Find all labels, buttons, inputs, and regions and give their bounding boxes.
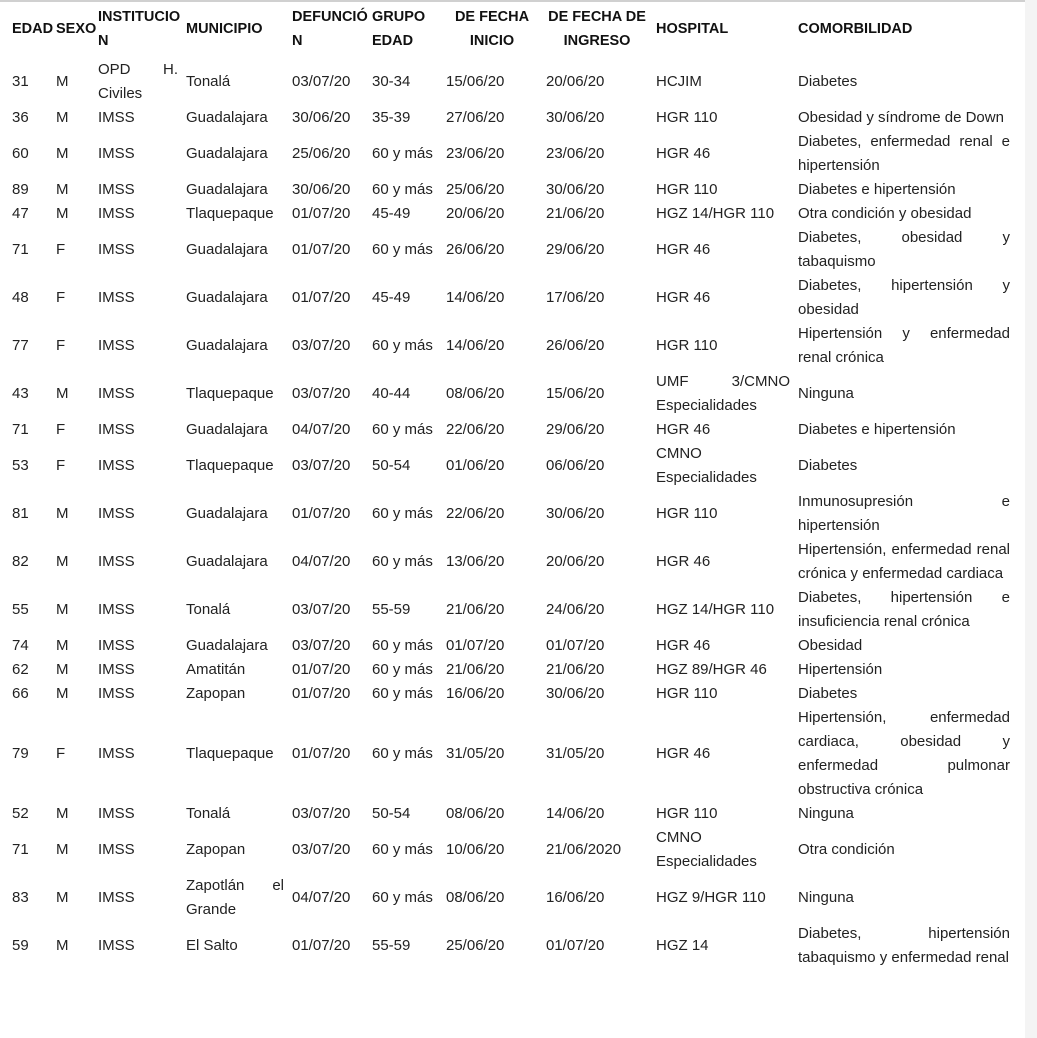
table-header-row: [8, 0, 1014, 58]
table-row: [8, 802, 1014, 826]
edad-cell: 52: [12, 805, 29, 822]
sexo-cell: F: [56, 241, 66, 258]
hospital-cell: HGR 110: [656, 505, 718, 522]
fecha-ingreso-cell: 30/06/20: [546, 685, 605, 702]
edad-cell: 71: [12, 421, 29, 438]
table-row: [8, 418, 1014, 442]
comorbilidad-cell: Ninguna: [798, 889, 854, 906]
col-header-inicio-line1: DE FECHA: [454, 9, 530, 25]
sexo-cell: M: [56, 805, 69, 822]
fecha-inicio-cell: 23/06/20: [446, 145, 505, 162]
sexo-cell: M: [56, 637, 69, 654]
sexo-cell: F: [56, 421, 66, 438]
comorbilidad-cell: Diabetes, hipertensión e insuficiencia renal crónica: [798, 589, 1010, 630]
defuncion-cell: 04/07/20: [292, 421, 351, 438]
fecha-inicio-cell: 16/06/20: [446, 685, 505, 702]
municipio-cell: Guadalajara: [186, 553, 268, 570]
municipio-cell: Guadalajara: [186, 241, 268, 258]
fecha-inicio-cell: 20/06/20: [446, 205, 505, 222]
edad-cell: 62: [12, 661, 29, 678]
fecha-ingreso-cell: 23/06/20: [546, 145, 605, 162]
comorbilidad-cell: Otra condición: [798, 841, 895, 858]
grupo-edad-cell: 60 y más: [372, 337, 433, 354]
grupo-edad-cell: 45-49: [372, 205, 411, 222]
grupo-edad-cell: 60 y más: [372, 685, 433, 702]
institucion-cell: IMSS: [98, 637, 135, 654]
defuncion-cell: 30/06/20: [292, 109, 351, 126]
comorbilidad-cell: Obesidad: [798, 637, 863, 654]
institucion-cell: IMSS: [98, 505, 135, 522]
grupo-edad-cell: 45-49: [372, 289, 411, 306]
municipio-cell: Zapopan: [186, 685, 246, 702]
fecha-inicio-cell: 25/06/20: [446, 181, 505, 198]
grupo-edad-cell: 60 y más: [372, 553, 433, 570]
defuncion-cell: 01/07/20: [292, 241, 351, 258]
col-header-fecha-inicio: [442, 0, 542, 58]
grupo-edad-cell: 55-59: [372, 601, 411, 618]
defuncion-cell: 03/07/20: [292, 805, 351, 822]
fecha-ingreso-cell: 26/06/20: [546, 337, 605, 354]
grupo-edad-cell: 60 y más: [372, 841, 433, 858]
scrollbar-track[interactable]: [1025, 0, 1037, 1038]
municipio-cell: Zapopan: [186, 841, 246, 858]
grupo-edad-cell: 60 y más: [372, 241, 433, 258]
fecha-inicio-cell: 31/05/20: [446, 745, 505, 762]
sexo-cell: M: [56, 685, 69, 702]
fecha-inicio-cell: 14/06/20: [446, 289, 505, 306]
table-row: [8, 706, 1014, 802]
fecha-ingreso-cell: 21/06/2020: [546, 841, 622, 858]
table-row: [8, 634, 1014, 658]
municipio-cell: Tonalá: [186, 73, 231, 90]
col-header-municipio: MUNICIPIO: [186, 21, 263, 37]
defuncion-cell: 01/07/20: [292, 205, 351, 222]
municipio-cell: Amatitán: [186, 661, 246, 678]
municipio-cell: Guadalajara: [186, 289, 268, 306]
sexo-cell: M: [56, 661, 69, 678]
institucion-cell: IMSS: [98, 553, 135, 570]
table-row: [8, 370, 1014, 418]
hospital-cell: UMF 3/CMNO Especialidades: [656, 373, 790, 414]
table-row: [8, 682, 1014, 706]
grupo-edad-cell: 60 y más: [372, 889, 433, 906]
defuncion-cell: 03/07/20: [292, 385, 351, 402]
grupo-edad-cell: 55-59: [372, 937, 411, 954]
institucion-cell: IMSS: [98, 661, 135, 678]
institucion-cell: IMSS: [98, 109, 135, 126]
fecha-ingreso-cell: 20/06/20: [546, 73, 605, 90]
fecha-ingreso-cell: 17/06/20: [546, 289, 605, 306]
col-header-defuncion-line1: DEFUNCIÓ: [292, 9, 368, 25]
defuncion-cell: 01/07/20: [292, 937, 351, 954]
comorbilidad-cell: Diabetes: [798, 685, 858, 702]
municipio-cell: Zapotlán el Grande: [186, 877, 284, 918]
sexo-cell: M: [56, 937, 69, 954]
hospital-cell: HGZ 14/HGR 110: [656, 205, 775, 222]
edad-cell: 66: [12, 685, 29, 702]
institucion-cell: IMSS: [98, 937, 135, 954]
edad-cell: 31: [12, 73, 29, 90]
institucion-cell: IMSS: [98, 745, 135, 762]
hospital-cell: HGR 110: [656, 805, 718, 822]
hospital-cell: HGZ 14/HGR 110: [656, 601, 775, 618]
municipio-cell: Guadalajara: [186, 109, 268, 126]
col-header-ingreso-line1: DE FECHA DE: [548, 9, 646, 25]
defuncion-cell: 03/07/20: [292, 337, 351, 354]
fecha-ingreso-cell: 24/06/20: [546, 601, 605, 618]
sexo-cell: M: [56, 601, 69, 618]
institucion-cell: IMSS: [98, 805, 135, 822]
institucion-cell: IMSS: [98, 457, 135, 474]
grupo-edad-cell: 35-39: [372, 109, 411, 126]
fecha-inicio-cell: 22/06/20: [446, 421, 505, 438]
fecha-inicio-cell: 26/06/20: [446, 241, 505, 258]
municipio-cell: Tonalá: [186, 805, 231, 822]
edad-cell: 59: [12, 937, 29, 954]
defuncion-cell: 03/07/20: [292, 73, 351, 90]
fecha-inicio-cell: 27/06/20: [446, 109, 505, 126]
fecha-inicio-cell: 25/06/20: [446, 937, 505, 954]
col-header-ingreso-line2: INGRESO: [563, 33, 631, 49]
fecha-ingreso-cell: 30/06/20: [546, 181, 605, 198]
institucion-cell: IMSS: [98, 205, 135, 222]
defuncion-cell: 04/07/20: [292, 889, 351, 906]
institucion-cell: IMSS: [98, 421, 135, 438]
grupo-edad-cell: 60 y más: [372, 661, 433, 678]
sexo-cell: M: [56, 73, 69, 90]
hospital-cell: HGR 110: [656, 181, 718, 198]
hospital-cell: HGR 110: [656, 685, 718, 702]
fecha-ingreso-cell: 06/06/20: [546, 457, 605, 474]
fecha-inicio-cell: 08/06/20: [446, 805, 505, 822]
comorbilidad-cell: Diabetes: [798, 73, 858, 90]
defuncion-cell: 01/07/20: [292, 661, 351, 678]
grupo-edad-cell: 60 y más: [372, 181, 433, 198]
col-header-grupo-edad: [368, 0, 442, 58]
comorbilidad-cell: Hipertensión, enfermedad cardiaca, obesidad y enfermedad pulmonar obstructiva crónica: [798, 709, 1010, 798]
municipio-cell: Guadalajara: [186, 337, 268, 354]
fecha-ingreso-cell: 15/06/20: [546, 385, 605, 402]
fecha-inicio-cell: 21/06/20: [446, 601, 505, 618]
defunciones-table: [8, 0, 1014, 970]
comorbilidad-cell: Diabetes e hipertensión: [798, 181, 956, 198]
comorbilidad-cell: Hipertensión: [798, 661, 883, 678]
edad-cell: 71: [12, 841, 29, 858]
institucion-cell: IMSS: [98, 241, 135, 258]
table-row: [8, 178, 1014, 202]
sexo-cell: M: [56, 385, 69, 402]
grupo-edad-cell: 60 y más: [372, 505, 433, 522]
col-header-defuncion-line2: N: [292, 33, 303, 49]
comorbilidad-cell: Diabetes e hipertensión: [798, 421, 956, 438]
institucion-cell: IMSS: [98, 841, 135, 858]
col-header-institucion-line1: INSTITUCIO: [98, 9, 181, 25]
fecha-inicio-cell: 08/06/20: [446, 385, 505, 402]
col-header-grupo-line2: EDAD: [372, 33, 414, 49]
grupo-edad-cell: 50-54: [372, 805, 411, 822]
edad-cell: 60: [12, 145, 29, 162]
grupo-edad-cell: 60 y más: [372, 145, 433, 162]
defuncion-cell: 01/07/20: [292, 685, 351, 702]
sexo-cell: M: [56, 505, 69, 522]
institucion-cell: IMSS: [98, 337, 135, 354]
comorbilidad-cell: Diabetes, hipertensión tabaquismo y enfermedad renal: [798, 925, 1010, 966]
defuncion-cell: 03/07/20: [292, 601, 351, 618]
fecha-ingreso-cell: 31/05/20: [546, 745, 605, 762]
col-header-institucion: [94, 0, 182, 58]
comorbilidad-cell: Diabetes, obesidad y tabaquismo: [798, 229, 1010, 270]
col-header-inicio-line2: INICIO: [469, 33, 515, 49]
edad-cell: 55: [12, 601, 29, 618]
col-header-hospital: HOSPITAL: [656, 21, 729, 37]
fecha-inicio-cell: 22/06/20: [446, 505, 505, 522]
comorbilidad-cell: Diabetes, enfermedad renal e hipertensión: [798, 133, 1010, 174]
edad-cell: 53: [12, 457, 29, 474]
table-row: [8, 322, 1014, 370]
fecha-ingreso-cell: 29/06/20: [546, 421, 605, 438]
hospital-cell: HGZ 9/HGR 110: [656, 889, 766, 906]
sexo-cell: F: [56, 745, 66, 762]
grupo-edad-cell: 40-44: [372, 385, 411, 402]
edad-cell: 48: [12, 289, 29, 306]
sexo-cell: M: [56, 841, 69, 858]
col-header-fecha-ingreso: [542, 0, 652, 58]
institucion-cell: IMSS: [98, 181, 135, 198]
table-row: [8, 826, 1014, 874]
fecha-inicio-cell: 01/06/20: [446, 457, 505, 474]
defuncion-cell: 01/07/20: [292, 505, 351, 522]
col-header-sexo: SEXO: [56, 21, 97, 37]
grupo-edad-cell: 60 y más: [372, 421, 433, 438]
municipio-cell: Tlaquepaque: [186, 457, 274, 474]
fecha-ingreso-cell: 14/06/20: [546, 805, 605, 822]
comorbilidad-cell: Diabetes, hipertensión y obesidad: [798, 277, 1010, 318]
table-row: [8, 202, 1014, 226]
municipio-cell: Guadalajara: [186, 637, 268, 654]
fecha-ingreso-cell: 29/06/20: [546, 241, 605, 258]
fecha-ingreso-cell: 21/06/20: [546, 661, 605, 678]
fecha-ingreso-cell: 30/06/20: [546, 505, 605, 522]
edad-cell: 47: [12, 205, 29, 222]
hospital-cell: HGR 46: [656, 421, 711, 438]
sexo-cell: M: [56, 205, 69, 222]
hospital-cell: HGR 46: [656, 637, 711, 654]
fecha-ingreso-cell: 30/06/20: [546, 109, 605, 126]
hospital-cell: CMNO Especialidades: [656, 829, 757, 870]
sexo-cell: M: [56, 145, 69, 162]
table-row: [8, 538, 1014, 586]
table-row: [8, 922, 1014, 970]
institucion-cell: IMSS: [98, 145, 135, 162]
sexo-cell: F: [56, 289, 66, 306]
hospital-cell: CMNO Especialidades: [656, 445, 757, 486]
institucion-cell: IMSS: [98, 685, 135, 702]
fecha-inicio-cell: 10/06/20: [446, 841, 505, 858]
hospital-cell: HGR 46: [656, 553, 711, 570]
sexo-cell: M: [56, 109, 69, 126]
municipio-cell: Tlaquepaque: [186, 205, 274, 222]
fecha-inicio-cell: 13/06/20: [446, 553, 505, 570]
table-row: [8, 226, 1014, 274]
grupo-edad-cell: 60 y más: [372, 637, 433, 654]
hospital-cell: HGR 46: [656, 145, 711, 162]
municipio-cell: Tlaquepaque: [186, 385, 274, 402]
comorbilidad-cell: Ninguna: [798, 805, 854, 822]
col-header-grupo-line1: GRUPO: [372, 9, 426, 25]
defuncion-cell: 04/07/20: [292, 553, 351, 570]
sexo-cell: M: [56, 889, 69, 906]
comorbilidad-cell: Hipertensión y enfermedad renal crónica: [798, 325, 1010, 366]
table-row: [8, 274, 1014, 322]
hospital-cell: HGR 46: [656, 289, 711, 306]
edad-cell: 83: [12, 889, 29, 906]
hospital-cell: HGR 46: [656, 241, 711, 258]
fecha-inicio-cell: 08/06/20: [446, 889, 505, 906]
fecha-inicio-cell: 01/07/20: [446, 637, 505, 654]
sexo-cell: F: [56, 337, 66, 354]
municipio-cell: Tlaquepaque: [186, 745, 274, 762]
grupo-edad-cell: 30-34: [372, 73, 411, 90]
edad-cell: 71: [12, 241, 29, 258]
table-row: [8, 58, 1014, 106]
institucion-cell: IMSS: [98, 385, 135, 402]
municipio-cell: Tonalá: [186, 601, 231, 618]
fecha-ingreso-cell: 16/06/20: [546, 889, 605, 906]
fecha-inicio-cell: 14/06/20: [446, 337, 505, 354]
municipio-cell: Guadalajara: [186, 421, 268, 438]
comorbilidad-cell: Diabetes: [798, 457, 858, 474]
sexo-cell: M: [56, 181, 69, 198]
institucion-cell: IMSS: [98, 889, 135, 906]
hospital-cell: HCJIM: [656, 73, 702, 90]
grupo-edad-cell: 60 y más: [372, 745, 433, 762]
hospital-cell: HGZ 89/HGR 46: [656, 661, 767, 678]
table-row: [8, 874, 1014, 922]
comorbilidad-cell: Inmunosupresión e hipertensión: [798, 493, 1010, 534]
fecha-ingreso-cell: 20/06/20: [546, 553, 605, 570]
comorbilidad-cell: Otra condición y obesidad: [798, 205, 972, 222]
edad-cell: 77: [12, 337, 29, 354]
municipio-cell: Guadalajara: [186, 145, 268, 162]
fecha-inicio-cell: 21/06/20: [446, 661, 505, 678]
table-row: [8, 106, 1014, 130]
defuncion-cell: 01/07/20: [292, 745, 351, 762]
municipio-cell: Guadalajara: [186, 181, 268, 198]
fecha-ingreso-cell: 01/07/20: [546, 937, 605, 954]
defuncion-cell: 01/07/20: [292, 289, 351, 306]
institucion-cell: IMSS: [98, 289, 135, 306]
edad-cell: 74: [12, 637, 29, 654]
col-header-edad: EDAD: [12, 21, 54, 37]
institucion-cell: IMSS: [98, 601, 135, 618]
hospital-cell: HGZ 14: [656, 937, 709, 954]
table-row: [8, 130, 1014, 178]
municipio-cell: El Salto: [186, 937, 238, 954]
table-row: [8, 658, 1014, 682]
hospital-cell: HGR 110: [656, 337, 718, 354]
hospital-cell: HGR 110: [656, 109, 718, 126]
comorbilidad-cell: Ninguna: [798, 385, 854, 402]
edad-cell: 36: [12, 109, 29, 126]
comorbilidad-cell: Obesidad y síndrome de Down: [798, 109, 1004, 126]
col-header-institucion-line2: N: [98, 33, 109, 49]
fecha-inicio-cell: 15/06/20: [446, 73, 505, 90]
edad-cell: 82: [12, 553, 29, 570]
defuncion-cell: 03/07/20: [292, 457, 351, 474]
defuncion-cell: 03/07/20: [292, 637, 351, 654]
table-row: [8, 442, 1014, 490]
defuncion-cell: 03/07/20: [292, 841, 351, 858]
fecha-ingreso-cell: 01/07/20: [546, 637, 605, 654]
col-header-comorbilidad: COMORBILIDAD: [798, 21, 913, 37]
fecha-ingreso-cell: 21/06/20: [546, 205, 605, 222]
municipio-cell: Guadalajara: [186, 505, 268, 522]
sexo-cell: M: [56, 553, 69, 570]
edad-cell: 81: [12, 505, 29, 522]
defuncion-cell: 25/06/20: [292, 145, 351, 162]
col-header-defuncion: [288, 0, 368, 58]
edad-cell: 79: [12, 745, 29, 762]
institucion-cell: OPD H. Civiles: [98, 61, 178, 102]
edad-cell: 89: [12, 181, 29, 198]
table-row: [8, 490, 1014, 538]
defuncion-cell: 30/06/20: [292, 181, 351, 198]
grupo-edad-cell: 50-54: [372, 457, 411, 474]
hospital-cell: HGR 46: [656, 745, 711, 762]
edad-cell: 43: [12, 385, 29, 402]
comorbilidad-cell: Hipertensión, enfermedad renal crónica y enfermedad cardiaca: [798, 541, 1010, 582]
table-row: [8, 586, 1014, 634]
sexo-cell: F: [56, 457, 66, 474]
